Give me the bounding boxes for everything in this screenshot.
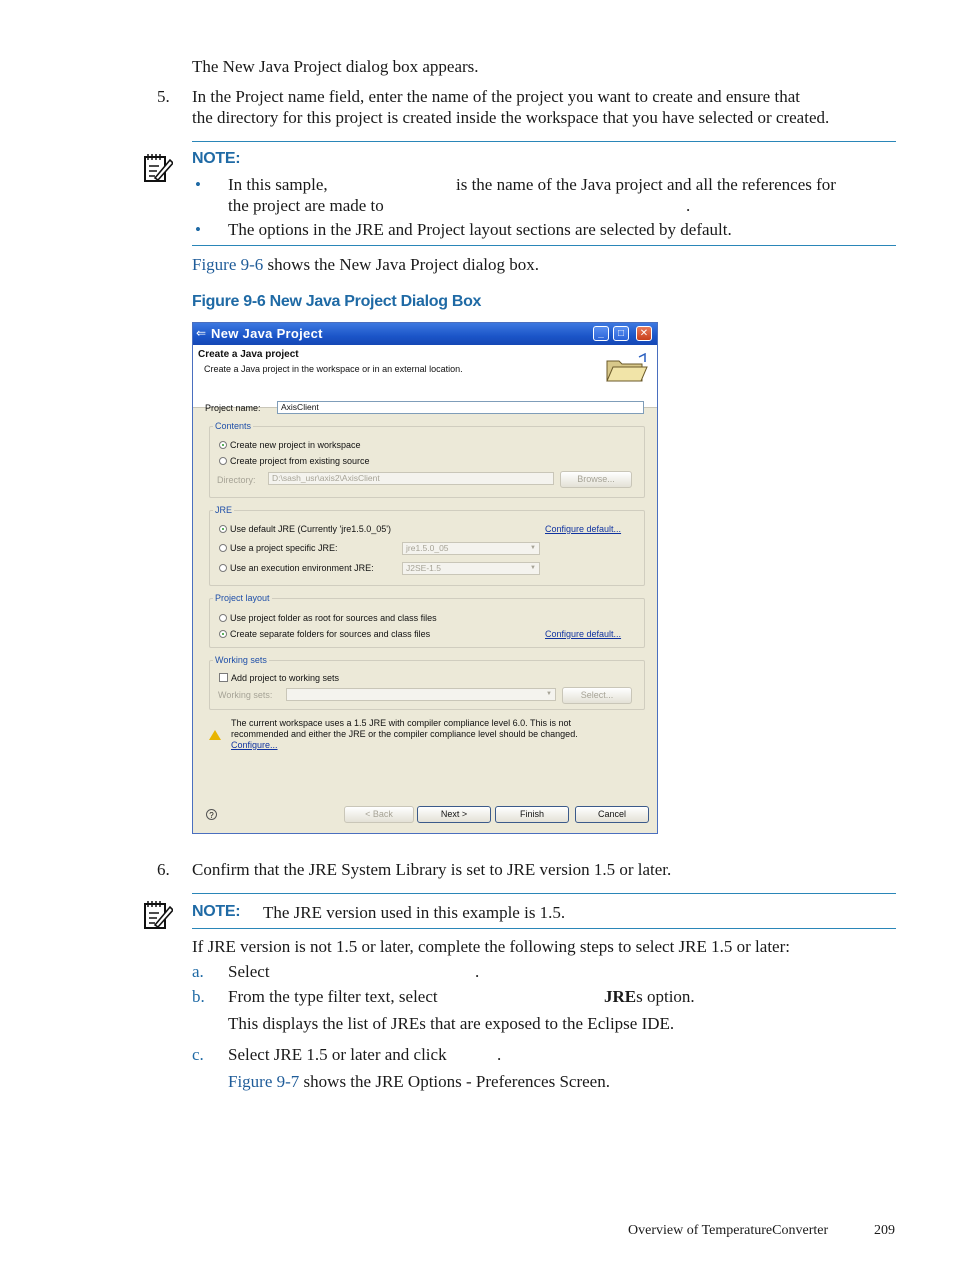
working-sets-group-label: Working sets: [215, 655, 267, 665]
note-icon: [143, 152, 173, 184]
substep-c-text: Select JRE 1.5 or later and click: [228, 1045, 447, 1064]
note-1-bullet-1: •: [195, 175, 201, 194]
separate-folders-radio[interactable]: [219, 630, 227, 638]
dialog-header: [193, 345, 657, 408]
page-number: 209: [874, 1223, 895, 1238]
step-6-text: Confirm that the JRE System Library is set to JRE version 1.5 or later.: [192, 860, 672, 879]
project-jre-select[interactable]: [402, 542, 540, 555]
substep-b-text: From the type filter text, select: [228, 987, 438, 1006]
add-working-sets-checkbox[interactable]: [219, 673, 228, 682]
new-workspace-radio[interactable]: [219, 441, 227, 449]
new-workspace-label: Create new project in workspace: [230, 440, 361, 450]
header-description: Create a Java project in the workspace or in an external location.: [204, 364, 463, 374]
directory-label: Directory:: [217, 475, 256, 485]
project-root-radio[interactable]: [219, 614, 227, 622]
working-sets-field-label: Working sets:: [218, 690, 273, 700]
warning-line-1: The current workspace uses a 1.5 JRE with compiler compliance level 6.0. This is not: [231, 718, 571, 728]
configure-default-link-jre[interactable]: Configure default...: [545, 524, 622, 534]
exec-env-label: Use an execution environment JRE:: [230, 563, 374, 573]
maximize-button[interactable]: □: [613, 326, 629, 341]
figure-reference-text: shows the New Java Project dialog box.: [263, 255, 540, 274]
figure-9-6-link[interactable]: Figure 9-6: [192, 255, 264, 274]
project-jre-radio[interactable]: [219, 544, 227, 552]
if-jre-text: If JRE version is not 1.5 or later, complete the following steps to select JRE 1.5 or later:: [192, 937, 790, 956]
cancel-button[interactable]: Cancel: [575, 806, 649, 823]
exec-env-value: J2SE-1.5: [406, 563, 441, 573]
project-jre-label: Use a project specific JRE:: [230, 543, 338, 553]
step-5-number: 5.: [157, 87, 170, 106]
chevron-down-icon: ▼: [530, 545, 536, 551]
note-2-top-rule: [192, 893, 896, 894]
note-1-bullet-1-text-a: In this sample,: [228, 175, 328, 194]
existing-source-label: Create project from existing source: [230, 456, 370, 466]
note-1-bullet-1-text-b: is the name of the Java project and all the references for: [456, 175, 836, 194]
step-6-number: 6.: [157, 860, 170, 879]
new-java-project-dialog: [192, 322, 658, 834]
project-name-input[interactable]: AxisClient: [277, 401, 644, 414]
project-layout-group-label: Project layout: [215, 593, 270, 603]
close-button[interactable]: ✕: [636, 326, 652, 341]
project-root-label: Use project folder as root for sources and class files: [230, 613, 437, 623]
figure-reference: [192, 255, 539, 275]
dialog-title: New Java Project: [211, 326, 323, 341]
jre-group: [209, 505, 645, 586]
contents-group-label: Contents: [215, 421, 252, 431]
existing-source-radio[interactable]: [219, 457, 227, 465]
step-5-line-1: In the Project name field, enter the name of the project you want to create and ensure that: [192, 87, 800, 106]
note-1-bullet-1-text-d: .: [686, 196, 691, 215]
substep-b-option: [604, 987, 695, 1007]
project-jre-value: jre1.5.0_05: [406, 543, 449, 553]
folder-icon: [603, 353, 649, 383]
intro-text: The New Java Project dialog box appears.: [192, 57, 479, 76]
add-working-sets-label: Add project to working sets: [231, 673, 340, 683]
working-sets-group: [209, 655, 645, 710]
project-name-label: Project name:: [205, 403, 261, 413]
configure-link[interactable]: Configure...: [231, 740, 278, 750]
browse-button[interactable]: Browse...: [560, 471, 632, 488]
working-sets-select[interactable]: [286, 688, 556, 701]
note-2-text: The JRE version used in this example is 1.5.: [263, 903, 566, 922]
exec-env-select[interactable]: [402, 562, 540, 575]
directory-input[interactable]: D:\sash_usr\axis2\AxisClient: [268, 472, 554, 485]
substep-a-label: a.: [192, 962, 204, 981]
warning-icon: [209, 730, 221, 740]
note-1-bullet-2-text: The options in the JRE and Project layout sections are selected by default.: [228, 220, 732, 239]
note-1-bottom-rule: [192, 245, 896, 246]
exec-env-radio[interactable]: [219, 564, 227, 572]
substep-b-label: b.: [192, 987, 205, 1006]
warning-line-2: recommended and either the JRE or the compiler compliance level should be changed.: [231, 729, 578, 739]
contents-group: [209, 421, 645, 498]
separate-folders-label: Create separate folders for sources and class files: [230, 629, 431, 639]
note-2-label: NOTE:: [192, 903, 241, 920]
note-1-bullet-2: •: [195, 220, 201, 239]
substep-b-bold: JRE: [604, 987, 637, 1006]
help-icon[interactable]: ?: [206, 809, 217, 820]
finish-button[interactable]: Finish: [495, 806, 569, 823]
substep-c-label: c.: [192, 1045, 204, 1064]
substep-b-end: s option.: [636, 987, 695, 1006]
jre-group-label: JRE: [215, 505, 233, 515]
default-jre-radio[interactable]: [219, 525, 227, 533]
substep-a-text: Select: [228, 962, 270, 981]
figure-9-7-link[interactable]: Figure 9-7: [228, 1072, 300, 1091]
substep-c-end: .: [497, 1045, 502, 1064]
chevron-down-icon: ▼: [530, 565, 536, 571]
substep-b-subtext: This displays the list of JREs that are exposed to the Eclipse IDE.: [228, 1014, 675, 1033]
step-5-line-2: the directory for this project is created inside the workspace that you have selected or created.: [192, 108, 830, 127]
note-icon: [143, 899, 173, 931]
default-jre-label: Use default JRE (Currently 'jre1.5.0_05'): [230, 524, 392, 534]
configure-default-link-layout[interactable]: Configure default...: [545, 629, 622, 639]
note-1-bullet-1-text-c: the project are made to: [228, 196, 384, 215]
substep-a-end: .: [475, 962, 480, 981]
select-button[interactable]: Select...: [562, 687, 632, 704]
minimize-button[interactable]: _: [593, 326, 609, 341]
note-2-bottom-rule: [192, 928, 896, 929]
note-1-top-rule: [192, 141, 896, 142]
project-layout-group: [209, 593, 645, 648]
figure-9-7-reference: [228, 1072, 610, 1092]
figure-9-7-reference-text: shows the JRE Options - Preferences Screen.: [299, 1072, 610, 1091]
figure-caption: Figure 9-6 New Java Project Dialog Box: [192, 293, 482, 310]
chevron-down-icon: ▼: [546, 691, 552, 697]
footer-section: Overview of TemperatureConverter: [628, 1223, 829, 1238]
header-title: Create a Java project: [198, 349, 299, 360]
dialog-titlebar: [193, 323, 657, 345]
back-button[interactable]: < Back: [344, 806, 414, 823]
next-button[interactable]: Next >: [417, 806, 491, 823]
java-project-icon: ⇐: [196, 326, 207, 340]
note-1-label: NOTE:: [192, 150, 241, 167]
